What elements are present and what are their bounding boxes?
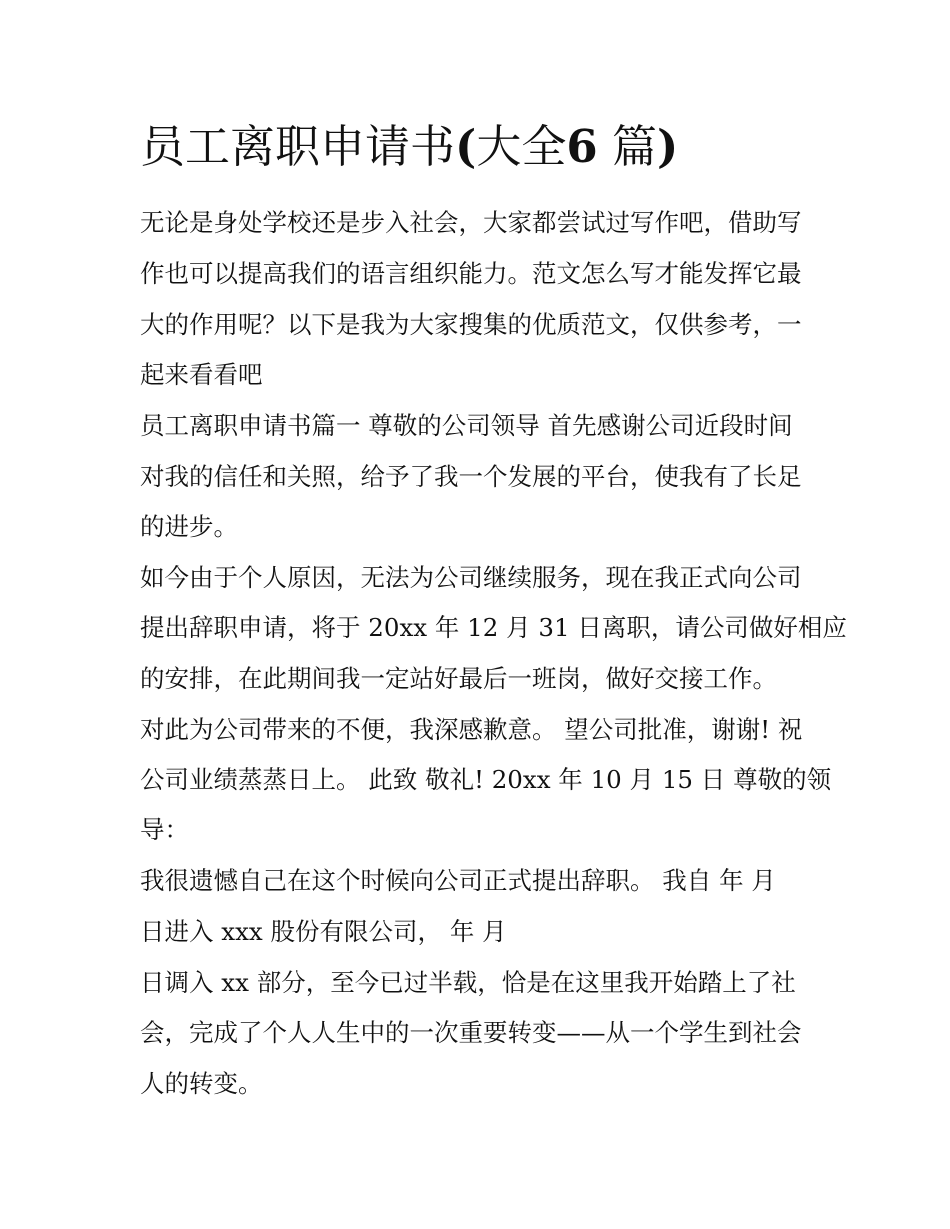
body-line-8: 如今由于个人原因，无法为公司继续服务，现在我正式向公司 (140, 563, 802, 592)
body-line-6: 对我的信任和关照，给予了我一个发展的平台，使我有了长足 (140, 462, 802, 491)
body-line-16: 日调入 xx 部分，至今已过半载，恰是在这里我开始踏上了社 (140, 968, 796, 997)
body-line-17: 会，完成了个人人生中的一次重要转变——从一个学生到社会 (140, 1018, 802, 1047)
body-line-5: 员工离职申请书篇一 尊敬的公司领导 首先感谢公司近段时间 (140, 411, 793, 440)
title-paren-open: ( (455, 120, 477, 173)
body-line-2: 作也可以提高我们的语言组织能力。范文怎么写才能发挥它最 (140, 259, 802, 288)
body-line-18: 人的转变。 (140, 1069, 263, 1098)
body-line-10: 的安排，在此期间我一定站好最后一班岗，做好交接工作。 (140, 664, 777, 693)
body-line-14: 我很遗憾自己在这个时候向公司正式提出辞职。 我自 年 月 (140, 866, 776, 895)
title-end-text: 篇 (611, 120, 657, 173)
body-line-13: 导： (140, 815, 189, 844)
body-line-1: 无论是身处学校还是步入社会，大家都尝试过写作吧，借助写 (140, 208, 802, 237)
title-paren-close: ) (656, 120, 679, 173)
title-main-text: 员工离职申请书 (140, 120, 456, 173)
document-title (140, 114, 840, 180)
body-line-11: 对此为公司带来的不便，我深感歉意。 望公司批准，谢谢! 祝 (140, 715, 803, 744)
body-line-12: 公司业绩蒸蒸日上。 此致 敬礼! 20xx 年 10 月 15 日 尊敬的领 (140, 765, 832, 794)
body-line-15: 日进入 xxx 股份有限公司， 年 月 (140, 917, 507, 946)
title-number: 6 (566, 120, 598, 173)
body-line-4: 起来看看吧 (140, 360, 263, 389)
body-line-3: 大的作用呢？以下是我为大家搜集的优质范文，仅供参考，一 (140, 310, 802, 339)
title-mid-text: 大全 (476, 120, 567, 173)
body-line-7: 的进步。 (140, 512, 238, 541)
body-line-9: 提出辞职申请，将于 20xx 年 12 月 31 日离职，请公司做好相应 (140, 613, 847, 642)
